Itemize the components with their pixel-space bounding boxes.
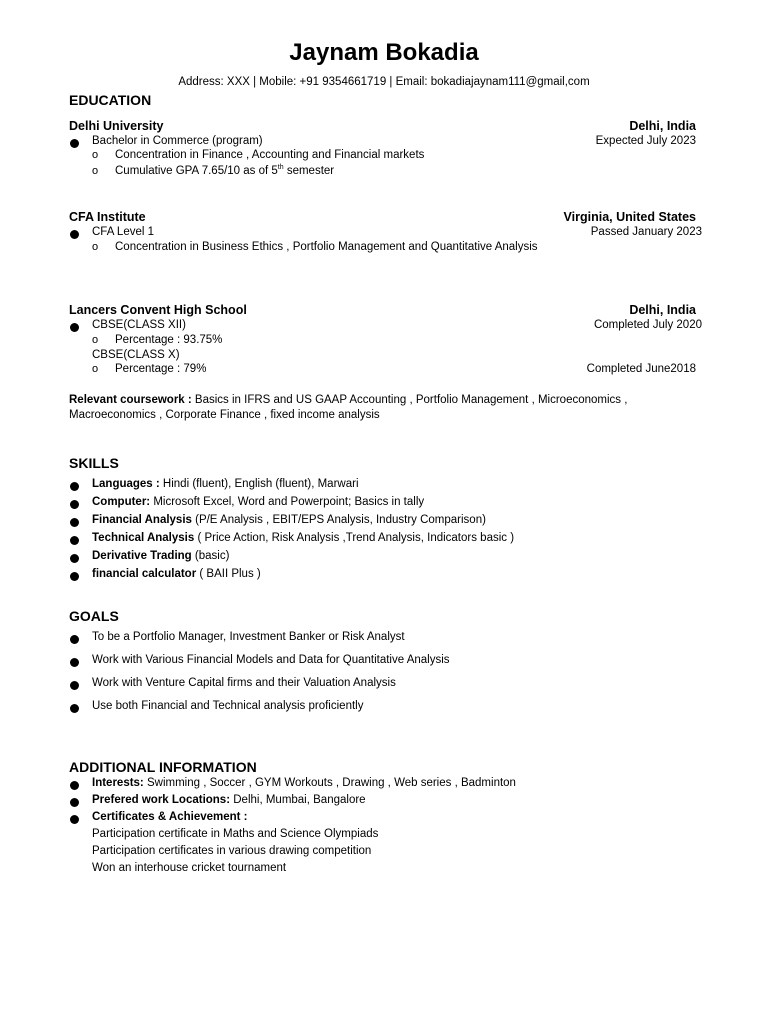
cfa-org: CFA Institute [69,210,146,224]
skill-label: Languages : [92,478,160,490]
du-concentration: Concentration in Finance , Accounting and Financial markets [115,149,425,161]
skill-text: Hindi (fluent), English (fluent), Marwari [159,478,359,490]
school-org: Lancers Convent High School [69,303,247,317]
skill-text: ( BAII Plus ) [196,568,261,580]
coursework-line1 [69,393,627,408]
skill-item-computer [92,495,424,510]
cfa-level: CFA Level 1 [92,226,155,238]
bullet-icon [70,500,79,509]
du-location: Delhi, India [629,119,696,133]
du-degree: Bachelor in Commerce (program) [92,135,263,147]
cfa-location: Virginia, United States [563,210,696,224]
resume-name: Jaynam Bokadia [289,39,479,66]
goals-heading: GOALS [69,608,119,624]
coursework-text: Basics in IFRS and US GAAP Accounting , Portfolio Management , Microeconomics , [191,394,628,406]
school-class12: CBSE(CLASS XII) [92,319,186,331]
sub-bullet-icon: o [92,241,99,253]
skill-item-technical-analysis [92,531,514,546]
bullet-icon [70,815,79,824]
coursework-line2: Macroeconomics , Corporate Finance , fixed income analysis [69,409,380,421]
du-date: Expected July 2023 [595,135,696,147]
skill-label: Computer: [92,496,151,508]
certs-item [92,810,248,825]
goal-item: To be a Portfolio Manager, Investment Banker or Risk Analyst [92,631,405,643]
school-class10: CBSE(CLASS X) [92,349,180,361]
du-gpa-text: Cumulative GPA 7.65/10 as of 5 [115,165,278,177]
interests-item [92,776,516,791]
bullet-icon [70,536,79,545]
skill-item-financial-analysis [92,513,486,528]
school-location: Delhi, India [629,303,696,317]
bullet-icon [70,323,79,332]
bullet-icon [70,681,79,690]
interests-text: Swimming , Soccer , GYM Workouts , Drawing , Web series , Badminton [143,777,516,789]
skill-text: (P/E Analysis , EBIT/EPS Analysis, Industry Comparison) [191,514,486,526]
contact-line: Address: XXX | Mobile: +91 9354661719 | Email: bokadiajaynam111@gmail,com [178,76,590,88]
locations-item [92,793,366,808]
skill-label: Financial Analysis [92,514,192,526]
goal-item: Work with Various Financial Models and Data for Quantitative Analysis [92,654,450,666]
certs-label: Certificates & Achievement : [92,811,248,823]
du-gpa-suffix: semester [283,165,335,177]
coursework-label: Relevant coursework : [69,394,192,406]
skill-label: financial calculator [92,568,197,580]
goal-item: Use both Financial and Technical analysis proficiently [92,700,364,712]
skill-item-languages [92,477,359,492]
goal-item: Work with Venture Capital firms and their Valuation Analysis [92,677,396,689]
sub-bullet-icon: o [92,165,99,177]
cert-line: Participation certificates in various drawing competition [92,845,372,857]
bullet-icon [70,658,79,667]
cert-line: Participation certificate in Maths and Science Olympiads [92,828,379,840]
school-pct10: Percentage : 79% [115,363,207,375]
locations-label: Prefered work Locations: [92,794,231,806]
interests-label: Interests: [92,777,144,789]
sub-bullet-icon: o [92,149,99,161]
du-org: Delhi University [69,119,164,133]
du-gpa-superscript: th [277,164,284,172]
education-heading: EDUCATION [69,92,152,108]
school-date12: Completed July 2020 [593,319,702,331]
additional-heading: ADDITIONAL INFORMATION [69,759,257,775]
skill-item-financial-calculator [92,567,261,582]
school-date10: Completed June2018 [586,363,696,375]
sub-bullet-icon: o [92,363,99,375]
bullet-icon [70,482,79,491]
skill-label: Derivative Trading [92,550,192,562]
bullet-icon [70,518,79,527]
bullet-icon [70,635,79,644]
skill-text: (basic) [191,550,230,562]
cfa-concentration: Concentration in Business Ethics , Portfolio Management and Quantitative Analysis [115,241,538,253]
skill-item-derivative-trading [92,549,229,564]
bullet-icon [70,798,79,807]
school-pct12: Percentage : 93.75% [115,334,223,346]
bullet-icon [70,704,79,713]
skill-label: Technical Analysis [92,532,195,544]
bullet-icon [70,230,79,239]
du-gpa [115,164,334,179]
locations-text: Delhi, Mumbai, Bangalore [230,794,366,806]
sub-bullet-icon: o [92,334,99,346]
bullet-icon [70,139,79,148]
cfa-date: Passed January 2023 [590,226,702,238]
skills-heading: SKILLS [69,455,119,471]
cert-line: Won an interhouse cricket tournament [92,862,287,874]
bullet-icon [70,572,79,581]
bullet-icon [70,781,79,790]
skill-text: Microsoft Excel, Word and Powerpoint; Basics in tally [150,496,425,508]
skill-text: ( Price Action, Risk Analysis ,Trend Analysis, Indicators basic ) [194,532,515,544]
bullet-icon [70,554,79,563]
